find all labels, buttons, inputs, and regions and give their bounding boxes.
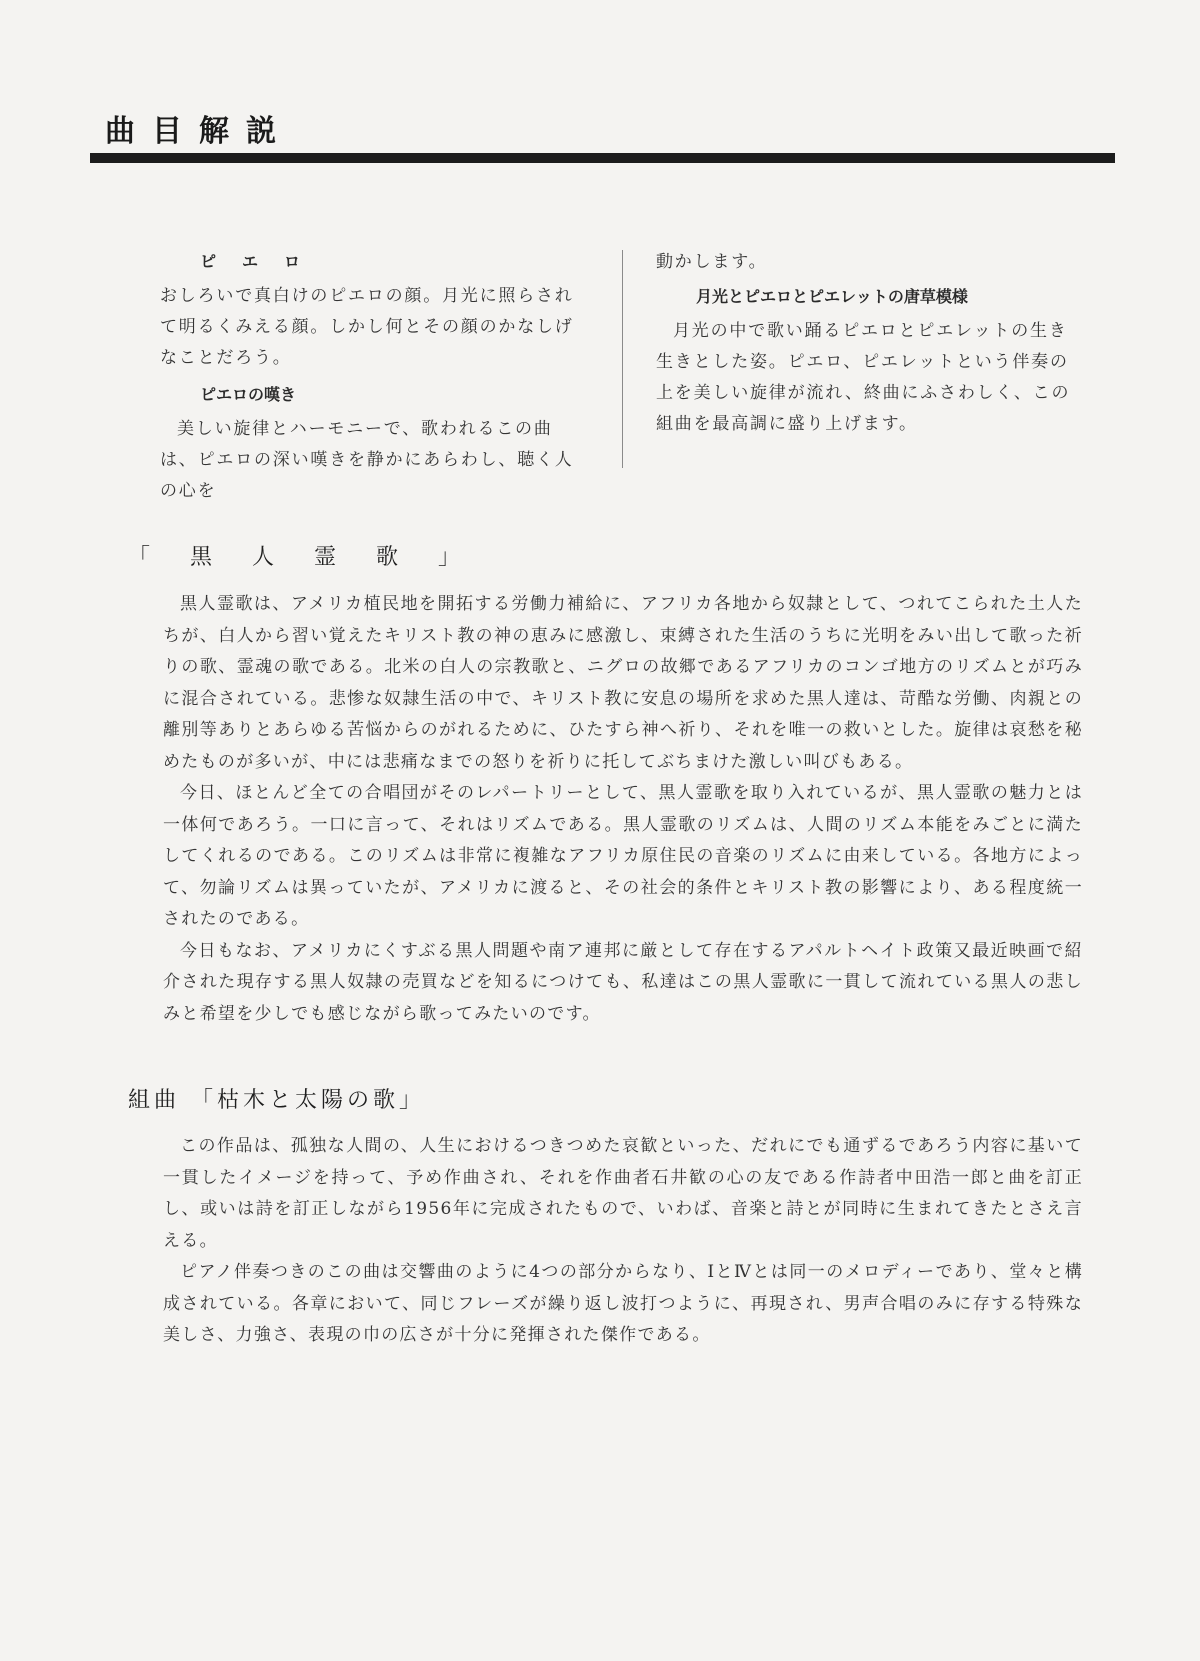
pierrot-left-column: [160, 247, 590, 513]
negro-spirituals-body: [163, 589, 1083, 1030]
pierrot-lament-text: 美しい旋律とハーモニーで、歌われるこの曲は、ピエロの深い嘆きを静かにあらわし、聴く人の心を: [160, 419, 574, 501]
body-paragraph: 今日もなお、アメリカにくすぶる黒人問題や南ア連邦に厳として存在するアパルトヘイト政策又最近映画で紹介された現存する黒人奴隷の売買などを知るにつけても、私達はこの黒人霊歌に一貫して流れている黒人の悲しみと希望を少しでも感じながら歌ってみたいのです。: [163, 940, 1083, 1024]
suite-body: [163, 1131, 1083, 1352]
body-paragraph: 黒人霊歌は、アメリカ植民地を開拓する労働力補給に、アフリカ各地から奴隷として、つれてこられた土人たちが、白人から習い覚えたキリスト教の神の恵みに感激し、束縛された生活のうちに光明をみい出して歌った祈りの歌、霊魂の歌である。北米の白人の宗教歌と、ニグロの故郷であるアフリカのコンゴ地方のリズムとが巧みに混合されている。悲惨な奴隷生活の中で、キリスト教に安息の場所を求めた黒人達は、苛酷な労働、肉親との離別等ありとあらゆる苦悩からのがれるために、ひたすら神へ祈り、それを唯一の救いとした。旋律は哀愁を秘めたものが多いが、中には悲痛なまでの怒りを祈りに托してぶちまけた激しい叫びもある。: [163, 594, 1083, 772]
page-title: 曲目解説: [105, 114, 293, 149]
negro-spirituals-heading: 「黒人霊歌」: [128, 545, 501, 570]
pierrot-lament-heading: ピエロの嘆き: [200, 385, 297, 404]
pierrot-right-column: [656, 247, 1086, 446]
moonlight-arabesque-heading: 月光とピエロとピエレットの唐草模様: [696, 287, 968, 306]
body-paragraph: この作品は、孤独な人間の、人生におけるつきつめた哀歓といった、だれにでも通ずるであろう内容に基いて一貫したイメージを持って、予め作曲され、それを作曲者石井歓の心の友である作詩者中田浩一郎と曲を訂正し、或いは詩を訂正しながら1956年に完成されたもので、いわば、音楽と詩とが同時に生まれてきたとさえ言える。: [163, 1136, 1083, 1251]
pierrot-lament-text-continued: 動かします。: [656, 252, 768, 272]
body-paragraph: 今日、ほとんど全ての合唱団がそのレパートリーとして、黒人霊歌を取り入れているが、黒人霊歌の魅力とは一体何であろう。一口に言って、それはリズムである。黒人霊歌のリズムは、人間のリズム本能をみごとに満たしてくれるのである。このリズムは非常に複雑なアフリカ原住民の音楽のリズムに由来している。各地方によって、勿論リズムは異っていたが、アメリカに渡ると、その社会的条件とキリスト教の影響により、ある程度統一されたのである。: [163, 783, 1083, 929]
body-paragraph: ピアノ伴奏つきのこの曲は交響曲のように4つの部分からなり、ⅠとⅣとは同一のメロディーであり、堂々と構成されている。各章において、同じフレーズが繰り返し波打つように、再現され、男声合唱のみに存する特殊な美しさ、力強さ、表現の巾の広さが十分に発揮された傑作である。: [163, 1262, 1083, 1345]
pierrot-text: おしろいで真白けのピエロの顔。月光に照らされて明るくみえる顔。しかし何とその顔のかなしげなことだろう。: [160, 286, 574, 368]
title-rule: [90, 153, 1115, 163]
column-divider: [622, 250, 623, 468]
pierrot-heading: ピエロ: [200, 252, 327, 271]
suite-heading: 組曲 「枯木と太陽の歌」: [128, 1088, 425, 1113]
moonlight-arabesque-text: 月光の中で歌い踊るピエロとピエレットの生き生きとした姿。ピエロ、ピエレットという伴奏の上を美しい旋律が流れ、終曲にふさわしく、この組曲を最高調に盛り上げます。: [656, 321, 1071, 434]
